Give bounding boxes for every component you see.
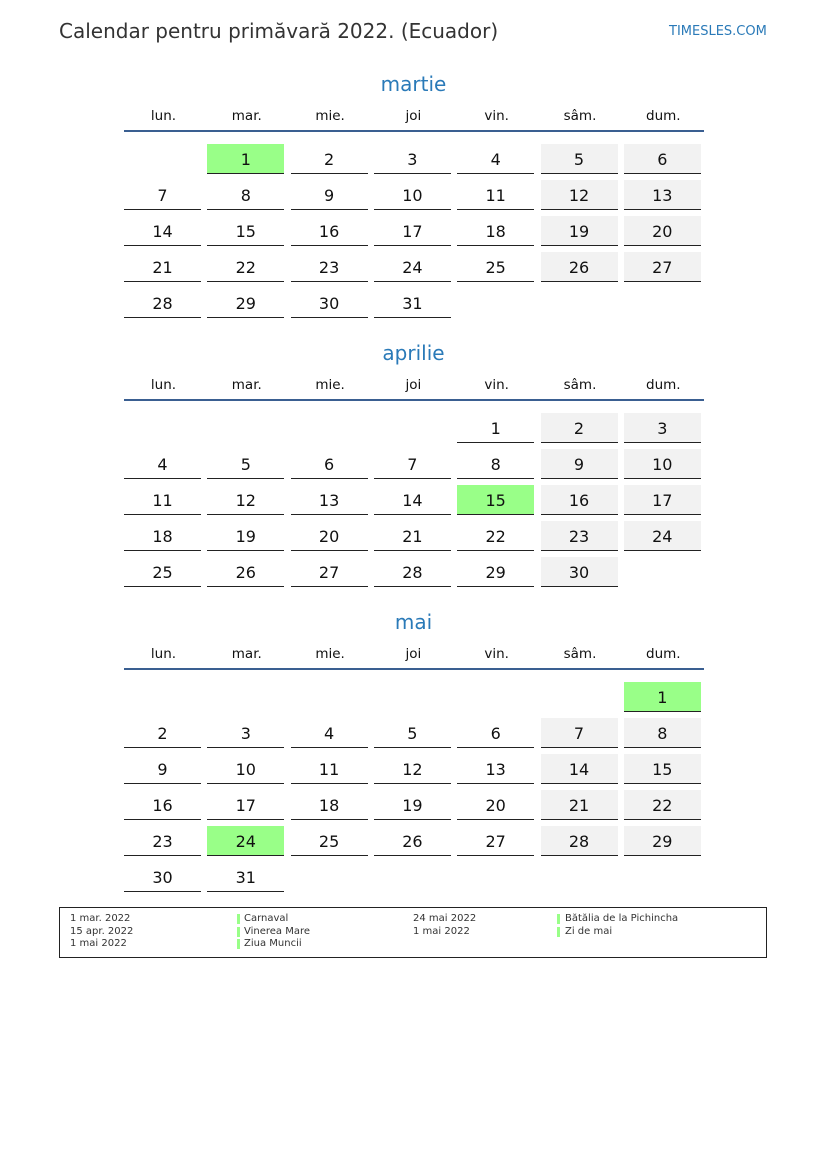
day-cell: 13 — [624, 180, 701, 210]
day-cell: 18 — [291, 790, 368, 820]
day-cell: 5 — [374, 718, 451, 748]
weekday-header: vin. — [484, 377, 509, 393]
day-cell: 19 — [374, 790, 451, 820]
day-cell: 9 — [541, 449, 618, 479]
weekday-header: vin. — [484, 108, 509, 124]
day-cell: 30 — [124, 862, 201, 892]
holiday-legend — [59, 907, 767, 958]
legend-color-marker — [237, 914, 240, 924]
day-cell: 8 — [457, 449, 534, 479]
day-cell: 14 — [124, 216, 201, 246]
weekday-header: joi — [405, 108, 422, 124]
day-cell: 12 — [207, 485, 284, 515]
day-cell: 4 — [457, 144, 534, 174]
day-cell: 22 — [207, 252, 284, 282]
weekday-header: dum. — [646, 108, 681, 124]
month-title: martie — [380, 72, 447, 96]
day-cell: 7 — [374, 449, 451, 479]
weekday-header: sâm. — [563, 108, 597, 124]
day-cell: 5 — [541, 144, 618, 174]
day-cell: 3 — [374, 144, 451, 174]
day-cell: 26 — [374, 826, 451, 856]
day-cell: 19 — [207, 521, 284, 551]
day-cell: 16 — [124, 790, 201, 820]
day-cell: 24 — [624, 521, 701, 551]
day-cell: 23 — [291, 252, 368, 282]
day-cell: 14 — [374, 485, 451, 515]
day-cell: 28 — [541, 826, 618, 856]
weekday-header: mar. — [231, 108, 262, 124]
day-cell: 8 — [207, 180, 284, 210]
month-divider — [124, 130, 704, 132]
day-cell: 16 — [541, 485, 618, 515]
legend-holiday-name: Zi de mai — [565, 925, 613, 937]
day-cell: 8 — [624, 718, 701, 748]
month-title: mai — [394, 610, 433, 634]
weekday-header: sâm. — [563, 646, 597, 662]
weekday-header: mie. — [315, 108, 345, 124]
weekday-header: mar. — [231, 646, 262, 662]
day-cell: 21 — [541, 790, 618, 820]
weekday-header: dum. — [646, 377, 681, 393]
day-cell: 27 — [624, 252, 701, 282]
weekday-header: mie. — [315, 646, 345, 662]
day-cell: 11 — [457, 180, 534, 210]
day-cell: 2 — [541, 413, 618, 443]
day-cell: 6 — [457, 718, 534, 748]
holiday-day-cell: 24 — [207, 826, 284, 856]
day-cell: 30 — [291, 288, 368, 318]
day-cell: 10 — [624, 449, 701, 479]
day-cell: 20 — [291, 521, 368, 551]
day-cell: 6 — [624, 144, 701, 174]
weekday-header: sâm. — [563, 377, 597, 393]
day-cell: 16 — [291, 216, 368, 246]
legend-holiday-name: Vinerea Mare — [244, 925, 311, 937]
day-cell: 25 — [291, 826, 368, 856]
day-cell: 28 — [374, 557, 451, 587]
legend-color-marker — [557, 914, 560, 924]
day-cell: 17 — [207, 790, 284, 820]
day-cell: 10 — [374, 180, 451, 210]
day-cell: 26 — [541, 252, 618, 282]
legend-holiday-name: Carnaval — [244, 913, 289, 924]
day-cell: 14 — [541, 754, 618, 784]
holiday-day-cell: 15 — [457, 485, 534, 515]
day-cell: 31 — [207, 862, 284, 892]
day-cell: 21 — [374, 521, 451, 551]
weekday-header: lun. — [150, 108, 177, 124]
day-cell: 12 — [541, 180, 618, 210]
day-cell: 29 — [624, 826, 701, 856]
page-title: Calendar pentru primăvară 2022. (Ecuador) — [59, 19, 499, 43]
weekday-header: mie. — [315, 377, 345, 393]
day-cell: 4 — [291, 718, 368, 748]
weekday-header: vin. — [484, 646, 509, 662]
legend-holiday-name: Ziua Muncii — [244, 938, 302, 949]
day-cell: 13 — [457, 754, 534, 784]
weekday-header: lun. — [150, 646, 177, 662]
day-cell: 24 — [374, 252, 451, 282]
day-cell: 9 — [124, 754, 201, 784]
day-cell: 29 — [457, 557, 534, 587]
weekday-header: mar. — [231, 377, 262, 393]
day-cell: 27 — [291, 557, 368, 587]
month-divider — [124, 668, 704, 670]
day-cell: 22 — [624, 790, 701, 820]
day-cell: 22 — [457, 521, 534, 551]
day-cell: 13 — [291, 485, 368, 515]
day-cell: 17 — [374, 216, 451, 246]
day-cell: 10 — [207, 754, 284, 784]
day-cell: 25 — [457, 252, 534, 282]
day-cell: 7 — [541, 718, 618, 748]
weekday-header: lun. — [150, 377, 177, 393]
legend-color-marker — [557, 927, 560, 937]
weekday-header: dum. — [646, 646, 681, 662]
day-cell: 15 — [207, 216, 284, 246]
legend-date: 1 mai 2022 — [413, 925, 470, 937]
holiday-day-cell: 1 — [207, 144, 284, 174]
month-divider — [124, 399, 704, 401]
legend-color-marker — [237, 939, 240, 949]
legend-date: 15 apr. 2022 — [70, 925, 134, 937]
day-cell: 15 — [624, 754, 701, 784]
day-cell: 3 — [624, 413, 701, 443]
day-cell: 28 — [124, 288, 201, 318]
legend-date: 24 mai 2022 — [413, 913, 477, 924]
day-cell: 6 — [291, 449, 368, 479]
day-cell: 27 — [457, 826, 534, 856]
day-cell: 25 — [124, 557, 201, 587]
day-cell: 29 — [207, 288, 284, 318]
day-cell: 20 — [457, 790, 534, 820]
legend-color-marker — [237, 927, 240, 937]
day-cell: 4 — [124, 449, 201, 479]
day-cell: 3 — [207, 718, 284, 748]
weekday-header: joi — [405, 646, 422, 662]
day-cell: 18 — [457, 216, 534, 246]
day-cell: 21 — [124, 252, 201, 282]
weekday-header: joi — [405, 377, 422, 393]
day-cell: 2 — [124, 718, 201, 748]
legend-holiday-name: Bătălia de la Pichincha — [565, 913, 679, 924]
day-cell: 19 — [541, 216, 618, 246]
day-cell: 23 — [541, 521, 618, 551]
legend-date: 1 mar. 2022 — [70, 913, 131, 924]
day-cell: 12 — [374, 754, 451, 784]
day-cell: 18 — [124, 521, 201, 551]
legend-date: 1 mai 2022 — [70, 938, 127, 949]
day-cell: 5 — [207, 449, 284, 479]
brand-link[interactable]: TIMESLES.COM — [669, 24, 767, 39]
day-cell: 26 — [207, 557, 284, 587]
day-cell: 11 — [291, 754, 368, 784]
day-cell: 7 — [124, 180, 201, 210]
day-cell: 1 — [457, 413, 534, 443]
day-cell: 20 — [624, 216, 701, 246]
day-cell: 17 — [624, 485, 701, 515]
day-cell: 9 — [291, 180, 368, 210]
holiday-day-cell: 1 — [624, 682, 701, 712]
day-cell: 30 — [541, 557, 618, 587]
day-cell: 11 — [124, 485, 201, 515]
day-cell: 2 — [291, 144, 368, 174]
month-title: aprilie — [382, 341, 445, 365]
day-cell: 31 — [374, 288, 451, 318]
day-cell: 23 — [124, 826, 201, 856]
